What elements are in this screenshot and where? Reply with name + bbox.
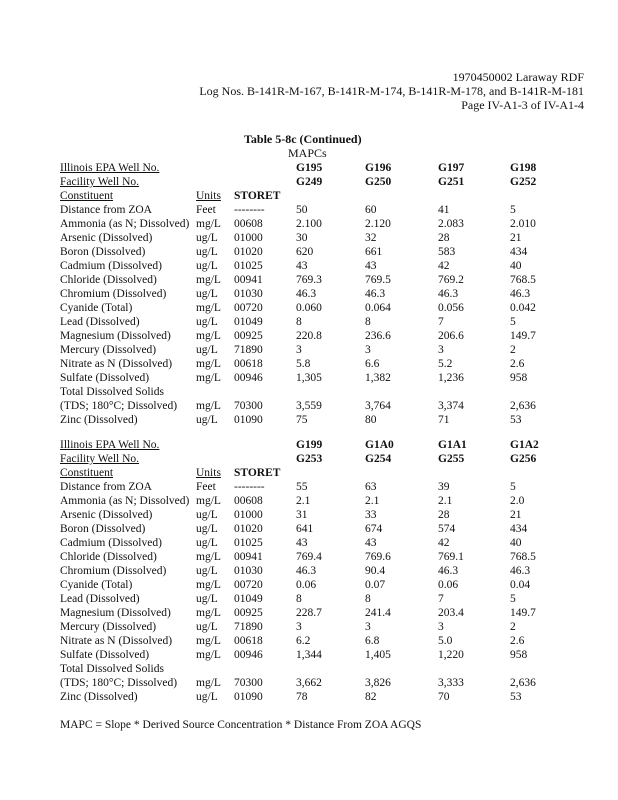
units: ug/L — [196, 523, 218, 535]
storet-code: 71890 — [234, 621, 263, 633]
mapc-value: 241.4 — [365, 607, 391, 619]
mapc-value: 769.1 — [438, 551, 464, 563]
mapc-value: 3,374 — [438, 400, 464, 412]
table-row — [60, 494, 600, 508]
mapc-value: 149.7 — [510, 330, 536, 342]
epa-well-id: G195 — [296, 162, 323, 174]
storet-code: 01025 — [234, 537, 263, 549]
mapc-value: 28 — [438, 232, 450, 244]
storet-code: 00608 — [234, 495, 263, 507]
units: ug/L — [196, 621, 218, 633]
mapc-value: 1,305 — [296, 372, 322, 384]
mapc-value: 3,333 — [438, 677, 464, 689]
table-title: Table 5-8c (Continued) — [244, 132, 362, 146]
mapc-value: 2,636 — [510, 677, 536, 689]
mapc-value: 43 — [365, 260, 377, 272]
mapc-value: 2.1 — [365, 495, 380, 507]
mapc-value: 8 — [365, 593, 371, 605]
facility-well-row — [60, 452, 600, 466]
storet-code: 01030 — [234, 565, 263, 577]
units: mg/L — [196, 400, 221, 412]
mapc-value: 3 — [296, 621, 302, 633]
mapc-value: 60 — [365, 204, 377, 216]
units: mg/L — [196, 495, 221, 507]
facility-well-label: Facility Well No. — [60, 453, 140, 465]
storet-code: -------- — [234, 481, 265, 493]
constituent-name: Chloride (Dissolved) — [60, 274, 157, 286]
units: ug/L — [196, 316, 218, 328]
constituent-name: Cadmium (Dissolved) — [60, 537, 162, 549]
table-row — [60, 620, 600, 634]
constituent-name: Magnesium (Dissolved) — [60, 330, 171, 342]
units: mg/L — [196, 358, 221, 370]
table-row — [60, 606, 600, 620]
table-row — [60, 564, 600, 578]
constituent-name: Boron (Dissolved) — [60, 523, 146, 535]
units: mg/L — [196, 372, 221, 384]
mapc-value: 82 — [365, 691, 377, 703]
epa-well-id: G196 — [365, 162, 392, 174]
mapc-table-2 — [60, 438, 600, 704]
table-row — [60, 203, 600, 217]
table-row — [60, 634, 600, 648]
footnote: MAPC = Slope * Derived Source Concentration * Distance From ZOA AGQS — [60, 719, 422, 731]
units: mg/L — [196, 649, 221, 661]
mapc-value: 75 — [296, 414, 308, 426]
storet-code: 00941 — [234, 274, 263, 286]
storet-code: 00925 — [234, 607, 263, 619]
mapc-value: 7 — [438, 593, 444, 605]
mapc-value: 80 — [365, 414, 377, 426]
storet-code: 00941 — [234, 551, 263, 563]
constituent-name: Sulfate (Dissolved) — [60, 649, 150, 661]
constituent-name: (TDS; 180°C; Dissolved) — [60, 400, 178, 412]
mapc-value: 5 — [510, 316, 516, 328]
mapc-value: 6.8 — [365, 635, 380, 647]
constituent-name: Chloride (Dissolved) — [60, 551, 157, 563]
table-row — [60, 385, 600, 399]
mapc-value: 3 — [296, 344, 302, 356]
facility-well-id: G253 — [296, 453, 323, 465]
mapc-value: 78 — [296, 691, 308, 703]
mapc-value: 0.07 — [365, 579, 386, 591]
constituent-header: Constituent — [60, 190, 114, 202]
units: Feet — [196, 481, 216, 493]
mapc-value: 674 — [365, 523, 383, 535]
table-row — [60, 287, 600, 301]
mapc-value: 228.7 — [296, 607, 322, 619]
storet-code: 01090 — [234, 691, 263, 703]
mapc-value: 46.3 — [365, 288, 386, 300]
mapc-value: 583 — [438, 246, 456, 258]
constituent-name: Lead (Dissolved) — [60, 593, 140, 605]
mapc-value: 1,236 — [438, 372, 464, 384]
mapc-value: 769.4 — [296, 551, 322, 563]
mapc-value: 236.6 — [365, 330, 391, 342]
mapc-value: 40 — [510, 537, 522, 549]
mapc-value: 50 — [296, 204, 308, 216]
mapc-value: 769.2 — [438, 274, 464, 286]
constituent-name: Nitrate as N (Dissolved) — [60, 358, 173, 370]
mapc-value: 39 — [438, 481, 450, 493]
table-row — [60, 690, 600, 704]
constituent-name: Cadmium (Dissolved) — [60, 260, 162, 272]
mapc-value: 3,826 — [365, 677, 391, 689]
epa-well-row — [60, 438, 600, 452]
mapc-value: 2.6 — [510, 635, 525, 647]
storet-code: 70300 — [234, 400, 263, 412]
mapc-value: 46.3 — [296, 565, 317, 577]
mapc-value: 769.6 — [365, 551, 391, 563]
constituent-name: Cyanide (Total) — [60, 579, 133, 591]
mapc-value: 21 — [510, 509, 522, 521]
mapc-value: 46.3 — [510, 288, 531, 300]
storet-code: 01049 — [234, 593, 263, 605]
log-numbers-line: Log Nos. B-141R-M-167, B-141R-M-174, B-141R-M-178, and B-141R-M-181 — [199, 84, 584, 98]
mapc-value: 661 — [365, 246, 383, 258]
column-header-row — [60, 189, 600, 203]
mapc-value: 3 — [438, 621, 444, 633]
mapc-value: 3,764 — [365, 400, 391, 412]
facility-well-id: G251 — [438, 176, 465, 188]
mapc-value: 434 — [510, 246, 528, 258]
constituent-name: Total Dissolved Solids — [60, 386, 164, 398]
units: ug/L — [196, 260, 218, 272]
mapc-value: 55 — [296, 481, 308, 493]
table-row — [60, 522, 600, 536]
mapc-value: 28 — [438, 509, 450, 521]
storet-code: 01090 — [234, 414, 263, 426]
constituent-name: Nitrate as N (Dissolved) — [60, 635, 173, 647]
mapc-value: 2.1 — [438, 495, 453, 507]
facility-well-id: G250 — [365, 176, 392, 188]
mapc-value: 0.06 — [438, 579, 459, 591]
facility-well-row — [60, 175, 600, 189]
mapc-value: 46.3 — [296, 288, 317, 300]
epa-well-id: G1A0 — [365, 439, 394, 451]
constituent-name: Ammonia (as N; Dissolved) — [60, 495, 190, 507]
storet-code: 00608 — [234, 218, 263, 230]
constituent-name: Chromium (Dissolved) — [60, 565, 167, 577]
units: mg/L — [196, 677, 221, 689]
units: ug/L — [196, 509, 218, 521]
units-header: Units — [196, 467, 221, 479]
mapc-value: 769.5 — [365, 274, 391, 286]
units: ug/L — [196, 232, 218, 244]
mapc-value: 206.6 — [438, 330, 464, 342]
mapc-value: 5.0 — [438, 635, 453, 647]
constituent-name: Lead (Dissolved) — [60, 316, 140, 328]
constituent-name: Arsenic (Dissolved) — [60, 509, 153, 521]
mapc-value: 41 — [438, 204, 450, 216]
table-row — [60, 676, 600, 690]
mapc-value: 70 — [438, 691, 450, 703]
page-number-line: Page IV-A1-3 of IV-A1-4 — [461, 98, 584, 112]
epa-well-id: G1A1 — [438, 439, 467, 451]
storet-code: 00618 — [234, 635, 263, 647]
mapc-value: 434 — [510, 523, 528, 535]
table-row — [60, 273, 600, 287]
units: mg/L — [196, 607, 221, 619]
constituent-name: Boron (Dissolved) — [60, 246, 146, 258]
mapc-value: 46.3 — [438, 288, 459, 300]
units: mg/L — [196, 274, 221, 286]
mapc-value: 63 — [365, 481, 377, 493]
constituent-header: Constituent — [60, 467, 114, 479]
table-row — [60, 536, 600, 550]
units: ug/L — [196, 565, 218, 577]
constituent-name: Zinc (Dissolved) — [60, 414, 138, 426]
constituent-name: Mercury (Dissolved) — [60, 344, 157, 356]
units: ug/L — [196, 288, 218, 300]
constituent-name: (TDS; 180°C; Dissolved) — [60, 677, 178, 689]
facility-well-id: G255 — [438, 453, 465, 465]
constituent-name: Distance from ZOA — [60, 481, 152, 493]
facility-well-id: G252 — [510, 176, 537, 188]
mapc-value: 2 — [510, 344, 516, 356]
table-row — [60, 413, 600, 427]
mapc-value: 6.6 — [365, 358, 380, 370]
column-header-row — [60, 466, 600, 480]
constituent-name: Magnesium (Dissolved) — [60, 607, 171, 619]
units: mg/L — [196, 579, 221, 591]
constituent-name: Chromium (Dissolved) — [60, 288, 167, 300]
mapc-value: 620 — [296, 246, 314, 258]
table-row — [60, 357, 600, 371]
mapc-value: 3 — [365, 344, 371, 356]
mapc-value: 43 — [296, 537, 308, 549]
constituent-name: Zinc (Dissolved) — [60, 691, 138, 703]
table-row — [60, 245, 600, 259]
table-row — [60, 399, 600, 413]
storet-code: 00618 — [234, 358, 263, 370]
mapc-value: 42 — [438, 537, 450, 549]
table-row — [60, 329, 600, 343]
units: mg/L — [196, 635, 221, 647]
storet-header: STORET — [234, 467, 281, 479]
constituent-name: Ammonia (as N; Dissolved) — [60, 218, 190, 230]
storet-code: 01020 — [234, 246, 263, 258]
table-row — [60, 592, 600, 606]
mapc-value: 71 — [438, 414, 450, 426]
mapc-value: 769.3 — [296, 274, 322, 286]
mapc-value: 32 — [365, 232, 377, 244]
storet-code: 00925 — [234, 330, 263, 342]
table-row — [60, 301, 600, 315]
units: ug/L — [196, 344, 218, 356]
storet-code: 00946 — [234, 372, 263, 384]
constituent-name: Distance from ZOA — [60, 204, 152, 216]
mapc-value: 46.3 — [438, 565, 459, 577]
storet-code: 01000 — [234, 509, 263, 521]
mapc-value: 2.083 — [438, 218, 464, 230]
table-row — [60, 648, 600, 662]
units: mg/L — [196, 218, 221, 230]
mapc-value: 5.8 — [296, 358, 311, 370]
facility-well-id: G249 — [296, 176, 323, 188]
mapc-value: 2.1 — [296, 495, 311, 507]
mapc-value: 0.056 — [438, 302, 464, 314]
mapc-value: 6.2 — [296, 635, 311, 647]
table-row — [60, 231, 600, 245]
mapc-value: 149.7 — [510, 607, 536, 619]
mapc-value: 1,220 — [438, 649, 464, 661]
storet-code: 01020 — [234, 523, 263, 535]
mapc-value: 958 — [510, 372, 528, 384]
units: ug/L — [196, 537, 218, 549]
mapc-value: 90.4 — [365, 565, 386, 577]
mapc-value: 0.04 — [510, 579, 531, 591]
units: mg/L — [196, 330, 221, 342]
units-header: Units — [196, 190, 221, 202]
units: ug/L — [196, 691, 218, 703]
mapc-value: 1,405 — [365, 649, 391, 661]
units: ug/L — [196, 246, 218, 258]
storet-code: -------- — [234, 204, 265, 216]
mapc-value: 2.120 — [365, 218, 391, 230]
constituent-name: Cyanide (Total) — [60, 302, 133, 314]
mapc-value: 958 — [510, 649, 528, 661]
facility-well-id: G256 — [510, 453, 537, 465]
mapc-value: 8 — [296, 316, 302, 328]
constituent-name: Mercury (Dissolved) — [60, 621, 157, 633]
mapc-value: 203.4 — [438, 607, 464, 619]
facility-well-id: G254 — [365, 453, 392, 465]
mapc-value: 3 — [365, 621, 371, 633]
mapc-value: 5 — [510, 593, 516, 605]
units: ug/L — [196, 414, 218, 426]
table-row — [60, 343, 600, 357]
constituent-name: Total Dissolved Solids — [60, 663, 164, 675]
mapc-value: 2.0 — [510, 495, 525, 507]
storet-code: 01000 — [234, 232, 263, 244]
table-row — [60, 662, 600, 676]
mapc-value: 1,382 — [365, 372, 391, 384]
mapc-value: 7 — [438, 316, 444, 328]
units: mg/L — [196, 551, 221, 563]
mapc-value: 43 — [296, 260, 308, 272]
epa-well-id: G199 — [296, 439, 323, 451]
units: mg/L — [196, 302, 221, 314]
table-row — [60, 578, 600, 592]
mapc-value: 21 — [510, 232, 522, 244]
mapc-value: 2.100 — [296, 218, 322, 230]
mapc-value: 8 — [365, 316, 371, 328]
mapc-value: 2 — [510, 621, 516, 633]
storet-code: 01049 — [234, 316, 263, 328]
mapc-value: 1,344 — [296, 649, 322, 661]
mapc-value: 768.5 — [510, 551, 536, 563]
mapc-value: 0.06 — [296, 579, 317, 591]
storet-code: 71890 — [234, 344, 263, 356]
mapc-table-1 — [60, 161, 600, 427]
epa-well-id: G197 — [438, 162, 465, 174]
mapc-value: 3,559 — [296, 400, 322, 412]
mapc-value: 3 — [438, 344, 444, 356]
table-row — [60, 315, 600, 329]
table-subtitle: MAPCs — [288, 146, 327, 160]
mapc-value: 3,662 — [296, 677, 322, 689]
document-id-line: 1970450002 Laraway RDF — [452, 70, 584, 84]
mapc-value: 0.042 — [510, 302, 536, 314]
storet-code: 01030 — [234, 288, 263, 300]
mapc-value: 40 — [510, 260, 522, 272]
constituent-name: Arsenic (Dissolved) — [60, 232, 153, 244]
units: ug/L — [196, 593, 218, 605]
mapc-value: 5 — [510, 481, 516, 493]
mapc-value: 0.060 — [296, 302, 322, 314]
epa-well-label: Illinois EPA Well No. — [60, 439, 160, 451]
storet-code: 00720 — [234, 302, 263, 314]
table-row — [60, 508, 600, 522]
units: Feet — [196, 204, 216, 216]
mapc-value: 46.3 — [510, 565, 531, 577]
table-row — [60, 217, 600, 231]
constituent-name: Sulfate (Dissolved) — [60, 372, 150, 384]
mapc-value: 5.2 — [438, 358, 453, 370]
mapc-value: 2.6 — [510, 358, 525, 370]
epa-well-row — [60, 161, 600, 175]
mapc-value: 31 — [296, 509, 308, 521]
table-row — [60, 480, 600, 494]
mapc-value: 43 — [365, 537, 377, 549]
mapc-value: 2,636 — [510, 400, 536, 412]
storet-code: 70300 — [234, 677, 263, 689]
mapc-value: 53 — [510, 414, 522, 426]
storet-code: 00946 — [234, 649, 263, 661]
table-row — [60, 259, 600, 273]
mapc-value: 574 — [438, 523, 456, 535]
facility-well-label: Facility Well No. — [60, 176, 140, 188]
storet-code: 01025 — [234, 260, 263, 272]
epa-well-id: G198 — [510, 162, 537, 174]
mapc-value: 33 — [365, 509, 377, 521]
mapc-value: 220.8 — [296, 330, 322, 342]
epa-well-id: G1A2 — [510, 439, 539, 451]
mapc-value: 53 — [510, 691, 522, 703]
mapc-value: 641 — [296, 523, 314, 535]
storet-header: STORET — [234, 190, 281, 202]
mapc-value: 0.064 — [365, 302, 391, 314]
mapc-value: 5 — [510, 204, 516, 216]
mapc-value: 30 — [296, 232, 308, 244]
table-row — [60, 371, 600, 385]
mapc-value: 8 — [296, 593, 302, 605]
storet-code: 00720 — [234, 579, 263, 591]
mapc-value: 2.010 — [510, 218, 536, 230]
mapc-value: 42 — [438, 260, 450, 272]
mapc-value: 768.5 — [510, 274, 536, 286]
table-row — [60, 550, 600, 564]
epa-well-label: Illinois EPA Well No. — [60, 162, 160, 174]
